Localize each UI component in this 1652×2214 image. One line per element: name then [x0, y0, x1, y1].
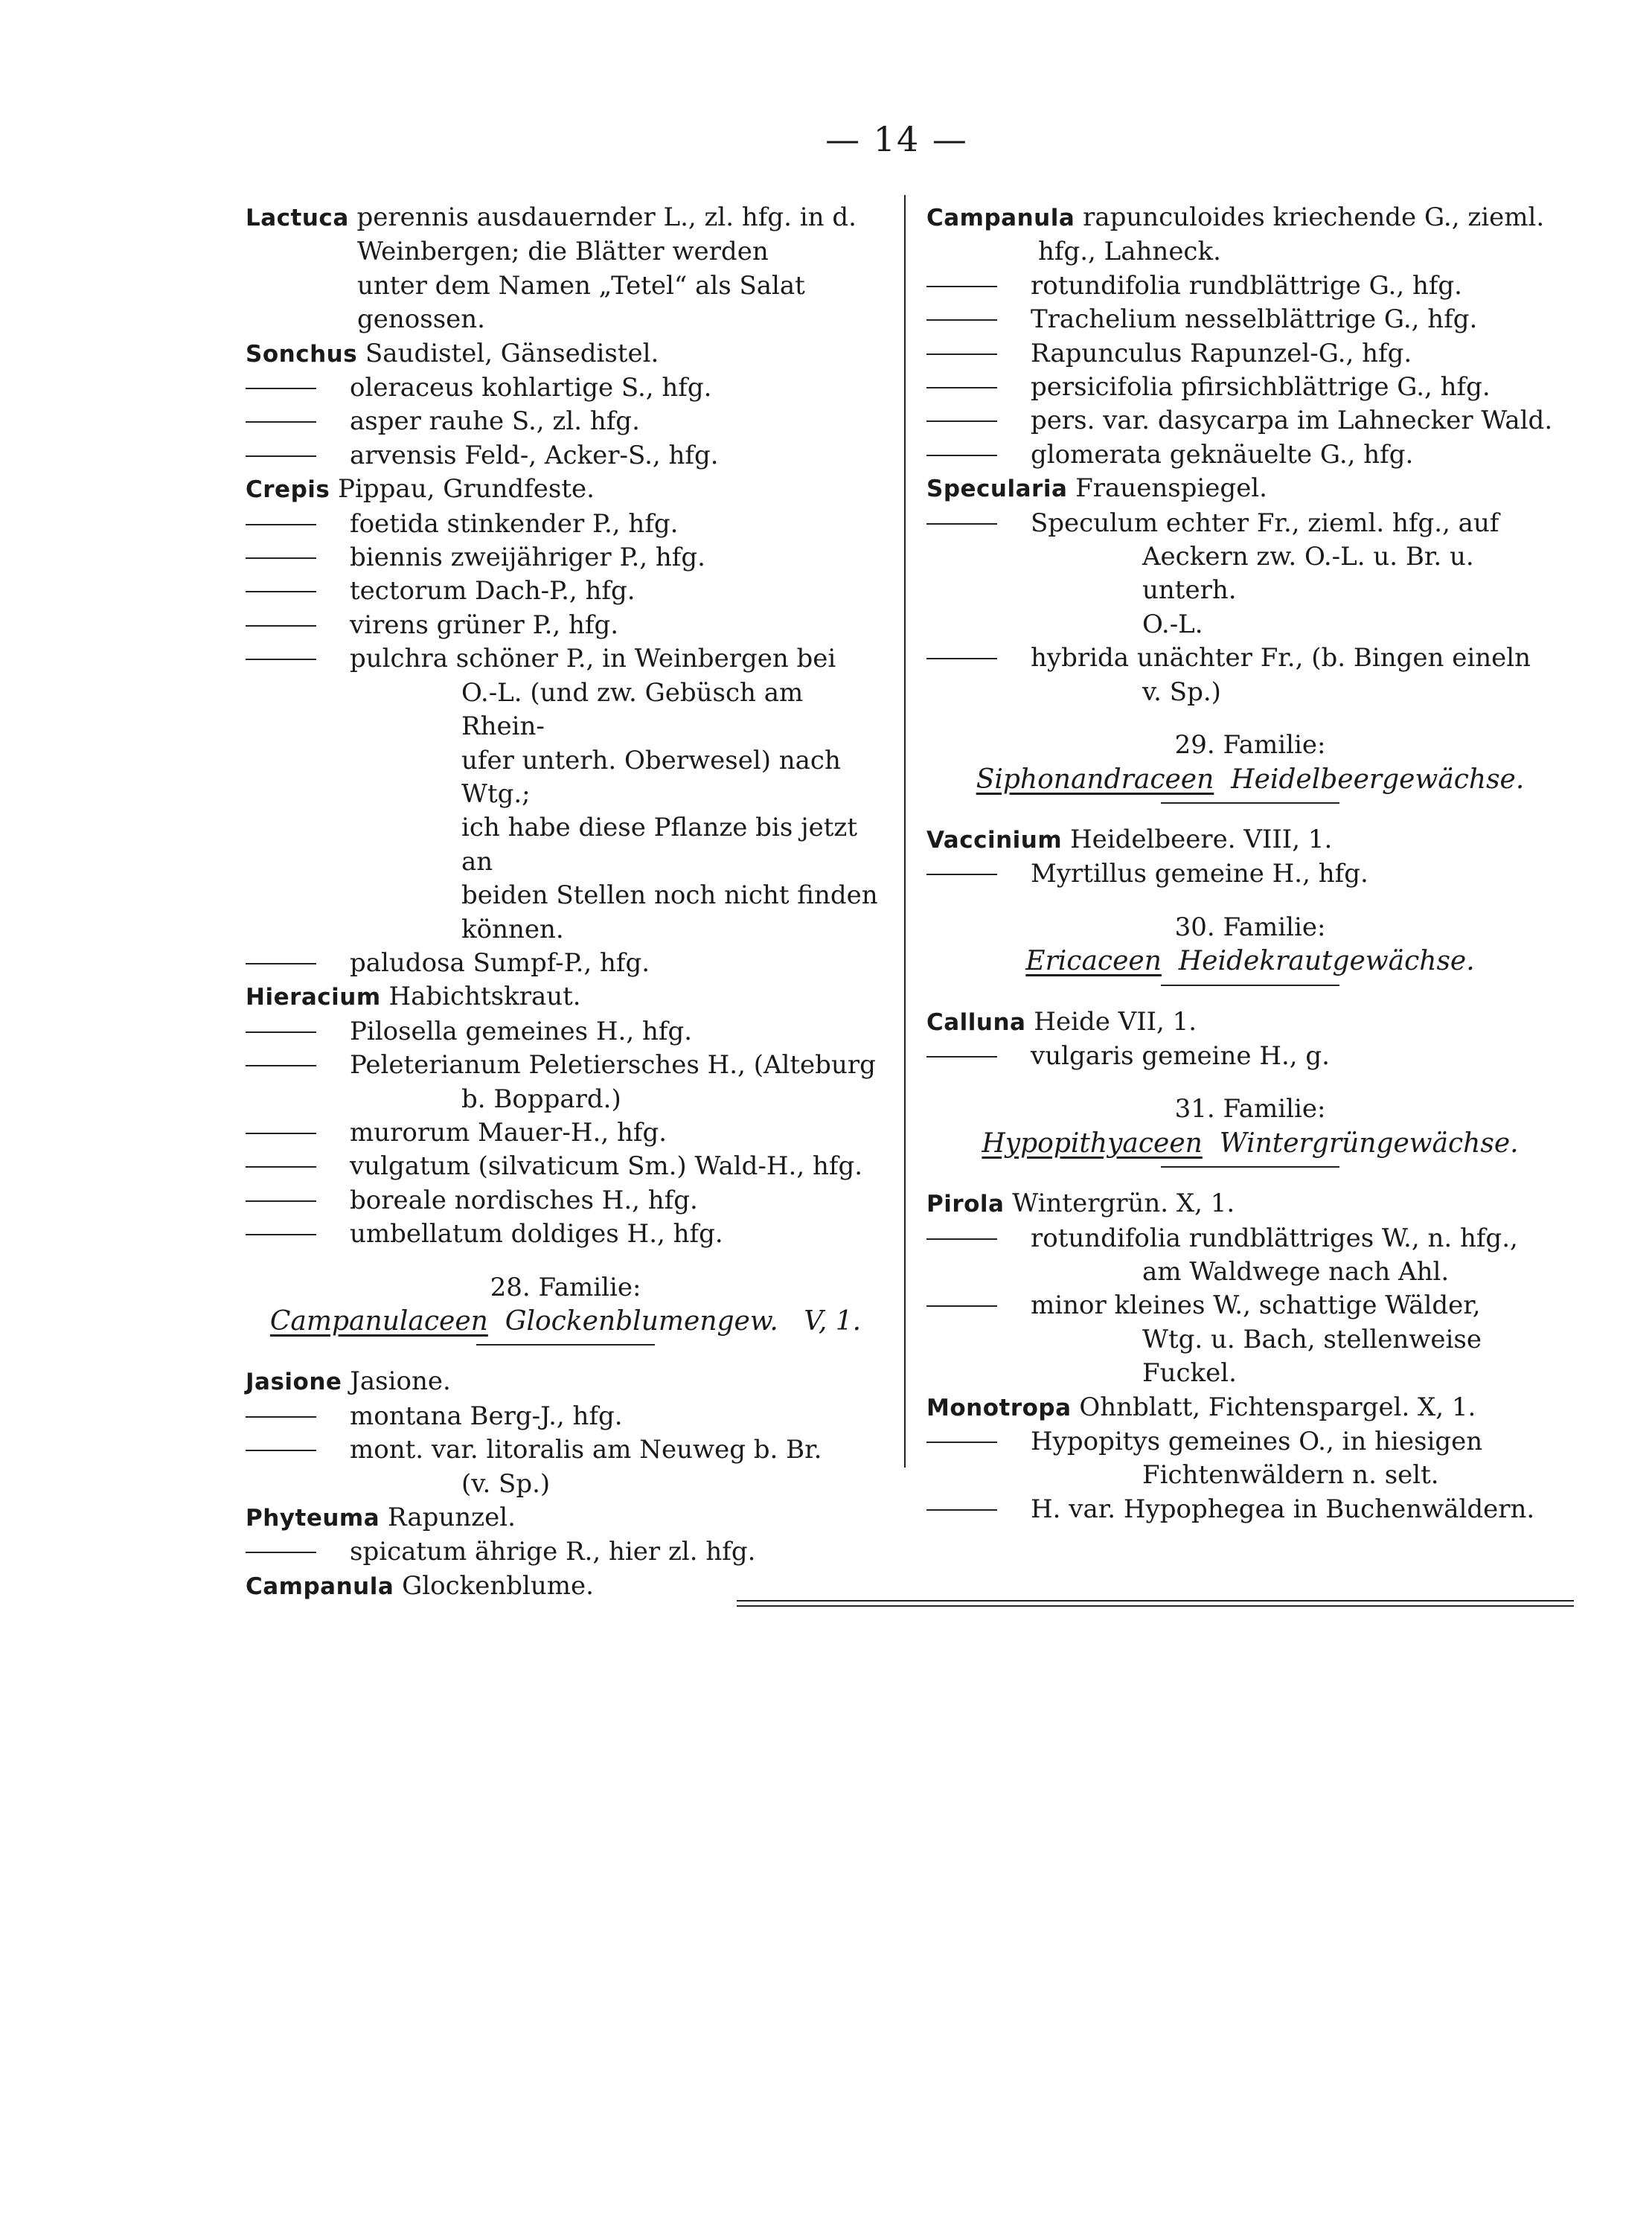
- family-german: Heidekrautgewächse.: [1178, 946, 1475, 977]
- genus-name: Sonchus: [246, 340, 358, 368]
- entry-continuation: (v. Sp.): [461, 1468, 551, 1499]
- species-entry: [246, 947, 886, 980]
- genus-entry: [926, 1187, 1574, 1221]
- species-entry: [926, 1222, 1574, 1290]
- entry-continuation: Wtg. u. Bach, stellenweise Fuckel.: [1142, 1324, 1482, 1389]
- genus-entry: [246, 1501, 886, 1535]
- family-number: 30. Familie:: [1174, 912, 1326, 942]
- entry-continuation: hfg., Lahneck.: [1038, 237, 1221, 267]
- entry-text: Saudistel, Gänsedistel.: [365, 338, 659, 368]
- left-entries: [246, 201, 886, 1252]
- genus-entry: [926, 201, 1574, 269]
- species-entry: [926, 507, 1574, 642]
- genus-entry: [246, 1365, 886, 1399]
- family-title: [926, 1127, 1574, 1160]
- genus-entry: [926, 1005, 1574, 1040]
- genus-entry: [246, 980, 886, 1014]
- species-entry: [246, 371, 886, 405]
- entry-text: Heide VII, 1.: [1034, 1006, 1197, 1037]
- family-rule: [476, 1344, 655, 1346]
- right-column: [926, 201, 1574, 1526]
- species-entry: [926, 303, 1574, 336]
- entry-text: pulchra schöner P., in Weinbergen bei: [350, 644, 836, 674]
- ditto-dash: [246, 1234, 316, 1235]
- genus-name: Campanula: [926, 205, 1075, 231]
- entry-continuation: beiden Stellen noch nicht finden: [461, 880, 878, 911]
- genus-entry: [246, 337, 886, 371]
- family-title: [926, 944, 1574, 978]
- ditto-dash: [246, 1200, 316, 1202]
- genus-name: Lactuca: [246, 205, 349, 231]
- entry-text: virens grüner P., hfg.: [350, 610, 619, 640]
- family-rule: [1161, 985, 1339, 986]
- family-latin: Campanulaceen: [269, 1306, 488, 1337]
- entry-text: murorum Mauer-H., hfg.: [350, 1117, 667, 1148]
- family-rule: [1161, 1166, 1339, 1168]
- genus-name: Vaccinium: [926, 826, 1063, 854]
- species-entry: [246, 642, 886, 947]
- entry-text: montana Berg-J., hfg.: [350, 1401, 623, 1431]
- genus-entry: [246, 1570, 886, 1604]
- species-entry: [926, 857, 1574, 891]
- entry-text: Myrtillus gemeine H., hfg.: [1031, 859, 1368, 889]
- right-entries-30: [926, 1005, 1574, 1074]
- right-entries-31: [926, 1187, 1574, 1526]
- ditto-dash: [926, 1056, 997, 1058]
- entry-continuation: ufer unterh. Oberwesel) nach Wtg.;: [461, 745, 841, 809]
- entry-text: Hypopitys gemeines O., in hiesigen: [1031, 1427, 1483, 1456]
- entry-text: rotundifolia rundblättrige G., hfg.: [1031, 270, 1462, 301]
- left-column: [246, 201, 886, 1604]
- genus-name: Campanula: [246, 1572, 394, 1600]
- species-entry: [926, 371, 1574, 404]
- entry-continuation: ich habe diese Pflanze bis jetzt an: [461, 813, 857, 877]
- ditto-dash: [246, 455, 316, 457]
- species-entry: [926, 1493, 1574, 1526]
- entry-text: Rapunzel.: [387, 1503, 516, 1533]
- ditto-dash: [246, 1552, 316, 1553]
- species-entry: [926, 404, 1574, 438]
- entry-text: foetida stinkender P., hfg.: [350, 508, 679, 539]
- ditto-dash: [246, 1133, 316, 1134]
- left-entries-2: [246, 1365, 886, 1604]
- entry-text: glomerata geknäuelte G., hfg.: [1031, 439, 1414, 470]
- entry-text: boreale nordisches H., hfg.: [350, 1185, 698, 1215]
- species-entry: [926, 1425, 1574, 1493]
- entry-text: Glockenblume.: [402, 1570, 594, 1601]
- species-entry: [246, 1049, 886, 1116]
- entry-text: hybrida unächter Fr., (b. Bingen eineln: [1031, 643, 1531, 674]
- genus-name: Crepis: [246, 476, 330, 504]
- ditto-dash: [246, 1166, 316, 1168]
- end-rule: [737, 1600, 1574, 1610]
- entry-text: biennis zweijähriger P., hfg.: [350, 543, 705, 573]
- entry-continuation: unter dem Namen „Tetel“ als Salat: [357, 270, 805, 301]
- entry-text: Frauenspiegel.: [1075, 473, 1267, 504]
- ditto-dash: [926, 658, 997, 659]
- ditto-dash: [246, 388, 316, 389]
- entry-text: spicatum ährige R., hier zl. hfg.: [350, 1537, 756, 1567]
- genus-name: Phyteuma: [246, 1505, 380, 1532]
- ditto-dash: [926, 319, 997, 321]
- genus-name: Pirola: [926, 1191, 1005, 1218]
- entry-continuation: können.: [461, 914, 564, 944]
- entry-continuation: O.-L. (und zw. Gebüsch am Rhein-: [461, 677, 804, 742]
- ditto-dash: [926, 1238, 997, 1240]
- species-entry: [246, 405, 886, 438]
- ditto-dash: [246, 1031, 316, 1033]
- species-entry: [926, 337, 1574, 371]
- species-entry: [926, 269, 1574, 303]
- species-entry: [246, 575, 886, 608]
- ditto-dash: [246, 1450, 316, 1451]
- entry-text: Habichtskraut.: [388, 982, 581, 1012]
- family-number: 29. Familie:: [1174, 730, 1326, 761]
- ditto-dash: [926, 286, 997, 287]
- entry-text: perennis ausdauernder L., zl. hfg. in d.: [356, 202, 857, 232]
- genus-name: Specularia: [926, 476, 1068, 503]
- species-entry: [246, 1116, 886, 1150]
- family-class: V, 1.: [804, 1306, 862, 1337]
- entry-text: arvensis Feld-, Acker-S., hfg.: [350, 440, 719, 470]
- entry-text: rapunculoides kriechende G., zieml.: [1083, 202, 1545, 232]
- species-entry: [246, 1150, 886, 1183]
- entry-text: Pippau, Grundfeste.: [338, 474, 595, 505]
- species-entry: [926, 1040, 1574, 1073]
- genus-name: Monotropa: [926, 1394, 1072, 1421]
- family-heading-31: [926, 1092, 1574, 1168]
- ditto-dash: [246, 659, 316, 660]
- genus-entry: [926, 823, 1574, 857]
- entry-text: umbellatum doldiges H., hfg.: [350, 1219, 723, 1250]
- ditto-dash: [246, 963, 316, 964]
- genus-name: Hieracium: [246, 984, 381, 1011]
- entry-continuation: O.-L.: [1142, 609, 1203, 639]
- species-entry: [926, 642, 1574, 709]
- entry-continuation: Weinbergen; die Blätter werden: [357, 237, 769, 267]
- entry-text: rotundifolia rundblättriges W., n. hfg.,: [1031, 1223, 1518, 1253]
- ditto-dash: [926, 455, 997, 456]
- family-heading-29: [926, 729, 1574, 804]
- ditto-dash: [246, 557, 316, 559]
- family-german: Heidelbeergewächse.: [1231, 764, 1525, 795]
- entry-text: Jasione.: [350, 1366, 451, 1397]
- family-heading-30: [926, 911, 1574, 986]
- family-latin: Ericaceen: [1025, 946, 1162, 977]
- entry-text: oleraceus kohlartige S., hfg.: [350, 373, 712, 403]
- family-heading-28: [246, 1271, 886, 1346]
- entry-text: tectorum Dach-P., hfg.: [350, 576, 635, 607]
- entry-text: minor kleines W., schattige Wälder,: [1031, 1290, 1481, 1321]
- ditto-dash: [926, 523, 997, 525]
- genus-name: Jasione: [246, 1369, 342, 1396]
- entry-text: Wintergrün. X, 1.: [1012, 1188, 1235, 1219]
- species-entry: [246, 541, 886, 575]
- entry-text: persicifolia pfirsichblättrige G., hfg.: [1031, 372, 1491, 403]
- entry-text: pers. var. dasycarpa im Lahnecker Wald.: [1031, 406, 1553, 436]
- entry-text: Pilosella gemeines H., hfg.: [350, 1016, 693, 1046]
- ditto-dash: [926, 1442, 997, 1443]
- species-entry: [926, 438, 1574, 472]
- genus-entry: [926, 1391, 1574, 1425]
- ditto-dash: [246, 625, 316, 627]
- genus-name: Calluna: [926, 1008, 1026, 1036]
- entry-text: Heidelbeere. VIII, 1.: [1069, 824, 1333, 854]
- right-entries-29: [926, 823, 1574, 892]
- ditto-dash: [246, 591, 316, 592]
- species-entry: [246, 1433, 886, 1501]
- family-german: Glockenblumengew.: [505, 1306, 778, 1337]
- species-entry: [246, 1535, 886, 1569]
- entry-text: vulgaris gemeine H., g.: [1031, 1040, 1330, 1071]
- genus-entry: [246, 473, 886, 507]
- ditto-dash: [926, 874, 997, 875]
- entry-text: Trachelium nesselblättrige G., hfg.: [1031, 304, 1478, 335]
- ditto-dash: [246, 421, 316, 423]
- entry-continuation: b. Boppard.): [461, 1084, 621, 1114]
- family-title: [926, 763, 1574, 796]
- entry-text: Peleterianum Peletiersches H., (Alteburg: [350, 1050, 876, 1081]
- species-entry: [926, 1289, 1574, 1390]
- entry-continuation: am Waldwege nach Ahl.: [1142, 1256, 1450, 1287]
- ditto-dash: [926, 387, 997, 388]
- entry-text: Rapunculus Rapunzel-G., hfg.: [1031, 338, 1412, 368]
- entry-continuation: Aeckern zw. O.-L. u. Br. u. unterh.: [1142, 542, 1474, 606]
- family-number: 31. Familie:: [1174, 1094, 1326, 1124]
- right-entries: [926, 201, 1574, 709]
- genus-entry: [246, 201, 886, 337]
- column-divider: [904, 195, 906, 1468]
- genus-entry: [926, 472, 1574, 506]
- entry-text: asper rauhe S., zl. hfg.: [350, 406, 640, 437]
- end-rule-line: [737, 1600, 1574, 1602]
- species-entry: [246, 1015, 886, 1049]
- family-latin: Hypopithyaceen: [982, 1127, 1203, 1159]
- species-entry: [246, 609, 886, 642]
- entry-text: Ohnblatt, Fichtenspargel. X, 1.: [1079, 1392, 1476, 1422]
- ditto-dash: [246, 524, 316, 525]
- species-entry: [246, 1218, 886, 1251]
- species-entry: [246, 439, 886, 473]
- ditto-dash: [246, 1416, 316, 1418]
- entry-text: H. var. Hypophegea in Buchenwäldern.: [1031, 1494, 1535, 1524]
- family-latin: Siphonandraceen: [976, 764, 1214, 795]
- family-number: 28. Familie:: [490, 1272, 641, 1302]
- entry-text: paludosa Sumpf-P., hfg.: [350, 947, 650, 978]
- end-rule-line: [737, 1605, 1574, 1607]
- ditto-dash: [926, 420, 997, 422]
- family-german: Wintergrüngewächse.: [1219, 1127, 1519, 1159]
- ditto-dash: [926, 353, 997, 355]
- entry-continuation: Fichtenwäldern n. selt.: [1142, 1460, 1439, 1491]
- species-entry: [246, 1400, 886, 1433]
- species-entry: [246, 1184, 886, 1218]
- entry-continuation: v. Sp.): [1142, 676, 1221, 707]
- family-title: [246, 1305, 886, 1338]
- ditto-dash: [926, 1509, 997, 1511]
- entry-text: Speculum echter Fr., zieml. hfg., auf: [1031, 508, 1499, 538]
- entry-continuation: genossen.: [357, 304, 485, 335]
- page-number: — 14 —: [825, 119, 968, 159]
- entry-text: mont. var. litoralis am Neuweg b. Br.: [350, 1435, 822, 1465]
- ditto-dash: [926, 1305, 997, 1307]
- species-entry: [246, 508, 886, 541]
- entry-text: vulgatum (silvaticum Sm.) Wald-H., hfg.: [350, 1151, 863, 1182]
- ditto-dash: [246, 1065, 316, 1066]
- family-rule: [1161, 802, 1339, 804]
